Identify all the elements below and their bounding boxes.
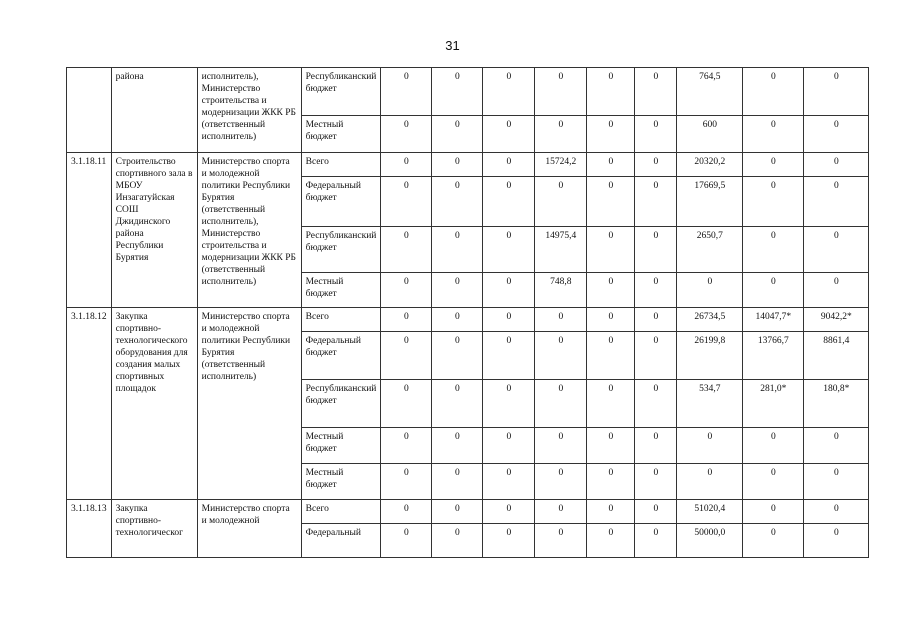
value-cell: 0	[587, 68, 635, 116]
value-cell: 534,7	[677, 380, 743, 428]
value-cell: 0	[483, 524, 535, 558]
measure-name: Закупка спортивно-технологическог	[111, 500, 197, 558]
value-cell: 0	[587, 177, 635, 227]
value-cell: 0	[635, 153, 677, 177]
measure-name: Закупка спортивно-технологического оборудования для создания малых спортивных площадок	[111, 308, 197, 500]
funding-source: Федеральный	[301, 524, 381, 558]
table-row	[67, 500, 869, 524]
value-cell: 0	[587, 116, 635, 153]
value-cell: 14975,4	[535, 227, 587, 273]
value-cell: 0	[804, 273, 869, 308]
measure-name: Строительство спортивного зала в МБОУ Инзагатуйская СОШ Джидинского района Республики Бурятия	[111, 153, 197, 308]
value-cell: 0	[587, 524, 635, 558]
funding-source: Всего	[301, 500, 381, 524]
value-cell: 26734,5	[677, 308, 743, 332]
value-cell: 0	[635, 227, 677, 273]
value-cell: 0	[432, 428, 483, 464]
value-cell: 0	[483, 273, 535, 308]
measure-executor: Министерство спорта и молодежной	[197, 500, 301, 558]
value-cell: 748,8	[535, 273, 587, 308]
value-cell: 0	[635, 308, 677, 332]
value-cell: 0	[432, 308, 483, 332]
value-cell: 0	[483, 177, 535, 227]
value-cell: 0	[743, 428, 804, 464]
funding-source: Местный бюджет	[301, 428, 381, 464]
value-cell: 0	[483, 227, 535, 273]
value-cell: 0	[677, 273, 743, 308]
value-cell: 0	[677, 428, 743, 464]
value-cell: 0	[743, 116, 804, 153]
funding-source: Федеральный бюджет	[301, 177, 381, 227]
value-cell: 0	[587, 308, 635, 332]
value-cell: 0	[804, 227, 869, 273]
value-cell: 0	[743, 68, 804, 116]
value-cell: 0	[804, 68, 869, 116]
value-cell: 17669,5	[677, 177, 743, 227]
funding-source: Всего	[301, 308, 381, 332]
value-cell: 15724,2	[535, 153, 587, 177]
funding-source: Республиканский бюджет	[301, 380, 381, 428]
value-cell: 0	[535, 308, 587, 332]
value-cell: 0	[432, 153, 483, 177]
value-cell: 0	[587, 500, 635, 524]
funding-source: Всего	[301, 153, 381, 177]
value-cell: 0	[381, 68, 432, 116]
value-cell: 281,0*	[743, 380, 804, 428]
value-cell: 50000,0	[677, 524, 743, 558]
value-cell: 0	[804, 428, 869, 464]
value-cell: 0	[432, 380, 483, 428]
value-cell: 0	[432, 68, 483, 116]
value-cell: 0	[535, 524, 587, 558]
value-cell: 0	[381, 273, 432, 308]
value-cell: 9042,2*	[804, 308, 869, 332]
value-cell: 0	[432, 332, 483, 380]
value-cell: 0	[804, 464, 869, 500]
value-cell: 0	[587, 153, 635, 177]
value-cell: 600	[677, 116, 743, 153]
value-cell: 0	[743, 153, 804, 177]
value-cell: 0	[743, 500, 804, 524]
value-cell: 0	[804, 500, 869, 524]
funding-source: Местный бюджет	[301, 273, 381, 308]
value-cell: 0	[381, 332, 432, 380]
value-cell: 0	[535, 68, 587, 116]
value-cell: 0	[483, 153, 535, 177]
value-cell: 0	[381, 153, 432, 177]
value-cell: 0	[535, 500, 587, 524]
value-cell: 0	[483, 332, 535, 380]
value-cell: 0	[483, 500, 535, 524]
value-cell: 13766,7	[743, 332, 804, 380]
value-cell: 26199,8	[677, 332, 743, 380]
value-cell: 0	[535, 332, 587, 380]
value-cell: 0	[635, 332, 677, 380]
value-cell: 0	[635, 464, 677, 500]
value-cell: 0	[587, 273, 635, 308]
value-cell: 0	[587, 464, 635, 500]
value-cell: 0	[432, 500, 483, 524]
value-cell: 0	[635, 273, 677, 308]
value-cell: 0	[432, 273, 483, 308]
funding-source: Республиканский бюджет	[301, 68, 381, 116]
value-cell: 0	[743, 177, 804, 227]
table-row	[67, 68, 869, 116]
value-cell: 0	[535, 380, 587, 428]
value-cell: 8861,4	[804, 332, 869, 380]
value-cell: 0	[381, 308, 432, 332]
value-cell: 0	[381, 500, 432, 524]
funding-source: Местный бюджет	[301, 116, 381, 153]
value-cell: 0	[635, 68, 677, 116]
value-cell: 0	[743, 227, 804, 273]
value-cell: 0	[381, 428, 432, 464]
value-cell: 0	[381, 116, 432, 153]
table-row	[67, 153, 869, 177]
value-cell: 0	[677, 464, 743, 500]
value-cell: 20320,2	[677, 153, 743, 177]
value-cell: 0	[587, 332, 635, 380]
value-cell: 0	[743, 464, 804, 500]
measure-code	[67, 68, 112, 153]
value-cell: 0	[535, 428, 587, 464]
value-cell: 764,5	[677, 68, 743, 116]
value-cell: 0	[587, 428, 635, 464]
value-cell: 0	[483, 68, 535, 116]
value-cell: 2650,7	[677, 227, 743, 273]
value-cell: 0	[804, 116, 869, 153]
value-cell: 0	[635, 116, 677, 153]
value-cell: 0	[535, 116, 587, 153]
measure-code: 3.1.18.11	[67, 153, 112, 308]
table-row	[67, 308, 869, 332]
value-cell: 180,8*	[804, 380, 869, 428]
value-cell: 51020,4	[677, 500, 743, 524]
value-cell: 0	[635, 428, 677, 464]
value-cell: 0	[587, 227, 635, 273]
measure-code: 3.1.18.13	[67, 500, 112, 558]
measure-executor: Министерство спорта и молодежной политики Республики Бурятия (ответственный исполнитель), Министерство строительства и модернизации ЖКК РБ (ответственный исполнитель)	[197, 153, 301, 308]
value-cell: 0	[635, 500, 677, 524]
value-cell: 0	[381, 464, 432, 500]
value-cell: 0	[381, 524, 432, 558]
page-number: 31	[445, 38, 460, 53]
value-cell: 0	[635, 524, 677, 558]
value-cell: 0	[743, 524, 804, 558]
value-cell: 0	[432, 464, 483, 500]
value-cell: 0	[432, 177, 483, 227]
value-cell: 0	[432, 116, 483, 153]
value-cell: 0	[804, 153, 869, 177]
value-cell: 0	[535, 464, 587, 500]
measure-code: 3.1.18.12	[67, 308, 112, 500]
value-cell: 0	[381, 227, 432, 273]
funding-source: Республиканский бюджет	[301, 227, 381, 273]
value-cell: 0	[483, 308, 535, 332]
measure-name: района	[111, 68, 197, 153]
value-cell: 0	[381, 380, 432, 428]
value-cell: 0	[483, 116, 535, 153]
value-cell: 0	[483, 380, 535, 428]
funding-source: Местный бюджет	[301, 464, 381, 500]
value-cell: 0	[587, 380, 635, 428]
funding-source: Федеральный бюджет	[301, 332, 381, 380]
budget-table	[66, 67, 869, 558]
value-cell: 0	[432, 524, 483, 558]
value-cell: 0	[483, 464, 535, 500]
measure-executor: исполнитель), Министерство строительства и модернизации ЖКК РБ (ответственный исполнитель)	[197, 68, 301, 153]
value-cell: 0	[381, 177, 432, 227]
value-cell: 0	[635, 380, 677, 428]
value-cell: 0	[743, 273, 804, 308]
value-cell: 0	[635, 177, 677, 227]
measure-executor: Министерство спорта и молодежной политики Республики Бурятия (ответственный исполнитель)	[197, 308, 301, 500]
value-cell: 0	[535, 177, 587, 227]
value-cell: 0	[432, 227, 483, 273]
value-cell: 0	[804, 177, 869, 227]
value-cell: 0	[804, 524, 869, 558]
value-cell: 0	[483, 428, 535, 464]
value-cell: 14047,7*	[743, 308, 804, 332]
